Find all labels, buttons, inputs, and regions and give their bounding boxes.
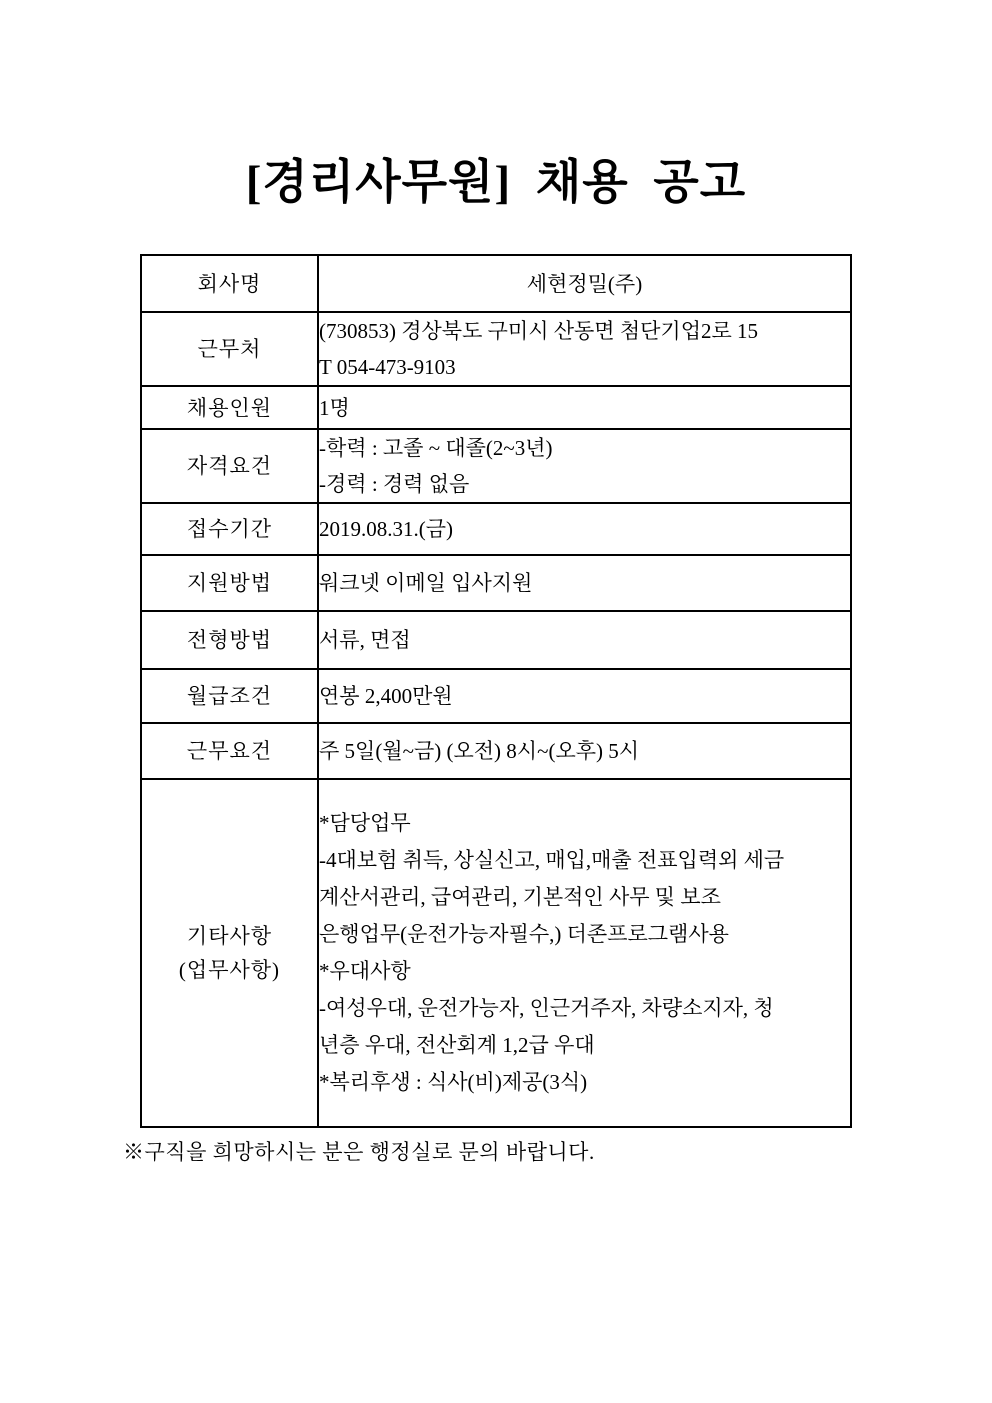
row-label-application-period — [141, 503, 318, 555]
row-value-etc-remarks — [318, 779, 851, 1127]
job-posting-table — [140, 254, 852, 1128]
page-title: [경리사무원] 채용 공고 — [245, 157, 747, 209]
value-line: 세현정밀(주) — [526, 271, 643, 296]
row-value-application-method — [318, 555, 851, 611]
value-line: (730853) 경상북도 구미시 산동면 첨단기업2로 15 — [319, 319, 759, 343]
label-line: 월급조건 — [186, 684, 273, 708]
label-line: (업무사항) — [178, 958, 281, 982]
value-line: 1명 — [319, 395, 350, 420]
value-line: *복리후생 : 식사(비)제공(3식) — [319, 1070, 588, 1094]
row-label-salary-terms — [141, 669, 318, 723]
value-line: T 054-473-9103 — [319, 355, 456, 379]
value-line: 워크넷 이메일 입사지원 — [319, 571, 533, 595]
label-line: 근무요건 — [186, 739, 273, 763]
value-line: 연봉 2,400만원 — [319, 684, 453, 708]
label-line: 기타사항 — [186, 924, 273, 948]
value-line: *우대사항 — [319, 959, 411, 983]
table-row-company-name — [141, 255, 851, 312]
table-row-application-period — [141, 503, 851, 555]
table-row-work-conditions — [141, 723, 851, 779]
value-line: 2019.08.31.(금) — [319, 517, 454, 541]
value-line: *담당업무 — [319, 811, 411, 835]
label-line: 근무처 — [197, 337, 262, 361]
row-value-hire-count — [318, 386, 851, 429]
label-line: 채용인원 — [186, 395, 273, 420]
footer-note: ※구직을 희망하시는 분은 행정실로 문의 바랍니다. — [123, 1140, 595, 1164]
table-row-salary-terms — [141, 669, 851, 723]
row-label-company-name — [141, 255, 318, 312]
row-value-work-place — [318, 312, 851, 386]
table-row-work-place — [141, 312, 851, 386]
value-line: 계산서관리, 급여관리, 기본적인 사무 및 보조 — [319, 885, 721, 909]
row-label-work-conditions — [141, 723, 318, 779]
value-line: -여성우대, 운전가능자, 인근거주자, 차량소지자, 청 — [319, 996, 774, 1020]
label-line: 전형방법 — [186, 628, 273, 652]
row-label-application-method — [141, 555, 318, 611]
table-row-screening-method — [141, 611, 851, 669]
row-value-salary-terms — [318, 669, 851, 723]
label-line: 지원방법 — [186, 571, 273, 595]
row-value-work-conditions — [318, 723, 851, 779]
table-row-qualifications — [141, 429, 851, 503]
value-line: -학력 : 고졸 ~ 대졸(2~3년) — [319, 436, 553, 460]
row-value-qualifications — [318, 429, 851, 503]
row-value-application-period — [318, 503, 851, 555]
row-label-etc-remarks — [141, 779, 318, 1127]
row-value-screening-method — [318, 611, 851, 669]
row-label-work-place — [141, 312, 318, 386]
row-label-screening-method — [141, 611, 318, 669]
value-line: -4대보험 취득, 상실신고, 매입,매출 전표입력외 세금 — [319, 848, 785, 872]
value-line: 주 5일(월~금) (오전) 8시~(오후) 5시 — [319, 739, 640, 763]
table-row-hire-count — [141, 386, 851, 429]
value-line: 은행업무(운전가능자필수,) 더존프로그램사용 — [319, 922, 729, 946]
value-line: -경력 : 경력 없음 — [319, 472, 470, 496]
table-row-etc-remarks — [141, 779, 851, 1127]
label-line: 접수기간 — [186, 517, 273, 541]
row-label-qualifications — [141, 429, 318, 503]
value-line: 년층 우대, 전산회계 1,2급 우대 — [319, 1033, 595, 1057]
table-row-application-method — [141, 555, 851, 611]
label-line: 자격요건 — [186, 454, 273, 478]
row-label-hire-count — [141, 386, 318, 429]
label-line: 회사명 — [197, 271, 262, 296]
value-line: 서류, 면접 — [319, 628, 411, 652]
row-value-company-name — [318, 255, 851, 312]
